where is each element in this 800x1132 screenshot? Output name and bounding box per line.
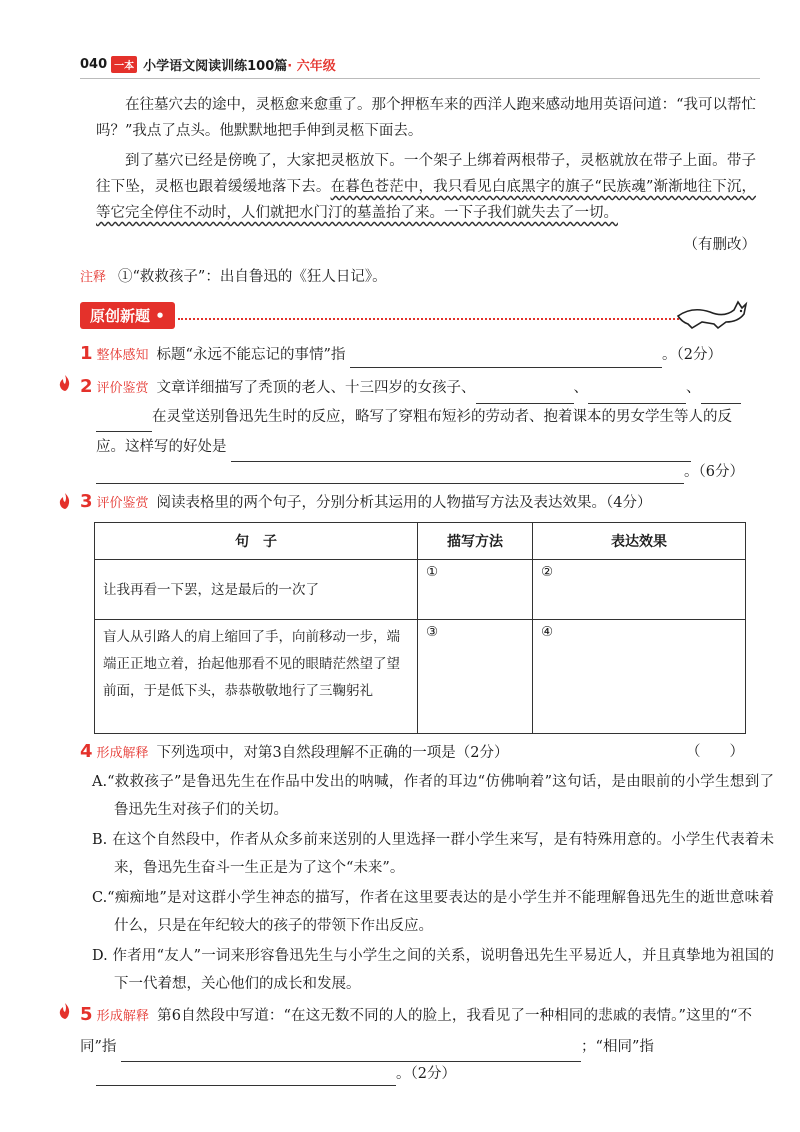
q5-answer-line [96,1062,456,1086]
q3-type: 评价鉴赏 [96,496,149,511]
q1-text: 标题“永远不能忘记的事情”指 [156,347,346,363]
row1-effect-cell[interactable] [533,560,746,620]
table-row [95,560,746,620]
passage-paragraph-2 [96,148,756,226]
header-divider [80,78,760,79]
question-5 [80,1000,752,1062]
q4-option-b[interactable]: B. 在这个自然段中，作者从众多前来送别的人里选择一群小学生来写，是有特殊用意的。小学生代表着未来，鲁迅先生奋斗一生正是为了这个“未来”。 [92,832,774,876]
q1-type: 整体感知 [96,348,149,363]
q2-type: 评价鉴赏 [96,381,149,396]
source-note: （有删改） [683,237,756,253]
q5-text: 第6自然段中写道：“在这无数不同的人的脸上，我看见了一种相同的悲戚的表情。”这里的“不同”指 [80,1008,752,1055]
header-sentence: 句 子 [95,523,418,560]
annotation-label: 注释 [80,270,107,285]
q4-number: 4 [80,741,93,762]
question-4 [80,740,750,766]
table-header-row [95,523,746,560]
brand-badge: 一本 [111,56,137,73]
passage-paragraph-2a: 到了墓穴已经是傍晚了，大家把灵柩放下。一个架子上绑着两根带子，灵柩就放在带子上面。带子往下坠，灵柩也跟着缓缓地落下去。 [96,153,756,195]
row2-method-marker: ③ [426,624,439,640]
header-effect: 表达效果 [533,523,746,560]
q1-number: 1 [80,343,93,364]
q2-answer-blank-2[interactable] [96,465,684,484]
page-header [80,54,336,74]
q3-number: 3 [80,491,93,512]
question-2-cont [96,402,752,462]
fire-icon [58,492,72,510]
row1-sentence: 让我再看一下罢，这是最后的一次了 [95,560,418,620]
q2-separator-2: 、 [686,380,701,396]
q3-table [94,522,746,734]
q4-option-a[interactable]: A.“救救孩子”是鲁迅先生在作品中发出的呐喊，作者的耳边“仿佛响着”这句话，是由眼前的小学生想到了鲁迅先生对孩子们的关切。 [92,774,774,818]
section-banner: 原创新题 • [80,302,175,329]
question-1 [80,342,722,368]
page-number: 040 [80,56,108,72]
q2-score: 。（6分） [684,464,744,480]
q2-text-2: 在灵堂送别鲁迅先生时的反应，略写了穿粗布短衫的劳动者、抱着课本的男女学生等人的反应。这样写的好处是 [96,409,732,455]
q5-blank-1[interactable] [121,1043,581,1062]
q1-score: 。（2分） [661,347,722,363]
cat-icon [672,292,752,332]
row2-method-cell[interactable] [418,620,533,734]
q2-blank-3-cont[interactable] [96,413,152,432]
fire-icon [58,1002,72,1020]
row1-method-marker: ① [426,564,439,580]
q3-text: 阅读表格里的两个句子，分别分析其运用的人物描写方法及表达效果。（4分） [156,495,652,511]
q4-type: 形成解释 [96,746,149,761]
annotation-text: ①“救救孩子”：出自鲁迅的《狂人日记》。 [118,269,387,285]
row2-sentence: 盲人从引路人的肩上缩回了手，向前移动一步，端端正正地立着，抬起他那看不见的眼睛茫然望了望前面，于是低下头，恭恭敬敬地行了三鞠躬礼 [95,620,418,734]
q2-answer-line [96,460,744,484]
q4-text: 下列选项中，对第3自然段理解不正确的一项是（2分） [156,745,509,761]
annotation [80,266,387,289]
header-method: 描写方法 [418,523,533,560]
q2-separator-1: 、 [573,380,589,396]
grade-label: · 六年级 [287,58,336,74]
passage-paragraph-1: 在往墓穴去的途中，灵柩愈来愈重了。那个押柩车来的西洋人跑来感动地用英语问道：“我可以帮忙吗？”我点了点头。他默默地把手伸到灵柩下面去。 [96,97,756,139]
q4-option-c[interactable]: C.“痴痴地”是对这群小学生神态的描写，作者在这里要表达的是小学生并不能理解鲁迅先生的逝世意味着什么，只是在年纪较大的孩子的带领下作出反应。 [92,890,774,934]
q2-text-1: 文章详细描写了秃顶的老人、十三四岁的女孩子、 [156,380,476,396]
underlined-sentence: 在暮色苍茫中，我只看见白底黑字的旗子“民族魂”渐渐地往下沉，等它完全停住不动时，人们就把水门汀的墓盖抬了来。一下子我们就失去了一切。 [96,179,757,221]
row1-method-cell[interactable] [418,560,533,620]
question-3 [80,490,652,516]
banner-label: 原创新题 [90,307,151,325]
q1-answer-blank[interactable] [350,349,662,368]
row1-effect-marker: ② [541,564,554,580]
q5-blank-2[interactable] [96,1067,396,1086]
banner-dotted-line [178,318,698,322]
book-title: 小学语文阅读训练100篇 [143,58,288,74]
q4-option-d[interactable]: D. 作者用“友人”一词来形容鲁迅先生与小学生之间的关系，说明鲁迅先生平易近人，并且真挚地为祖国的下一代着想，关心他们的成长和发展。 [92,948,774,992]
q4-answer-paren[interactable]: （ ） [686,744,744,760]
row2-effect-marker: ④ [541,624,554,640]
table-row [95,620,746,734]
row2-effect-cell[interactable] [533,620,746,734]
q2-number: 2 [80,376,93,397]
q5-score: 。（2分） [396,1066,456,1082]
q5-mid: ；“相同”指 [581,1039,654,1055]
q5-number: 5 [80,1004,93,1025]
q5-type: 形成解释 [96,1009,150,1024]
question-2 [80,372,750,404]
fire-icon [58,374,72,392]
